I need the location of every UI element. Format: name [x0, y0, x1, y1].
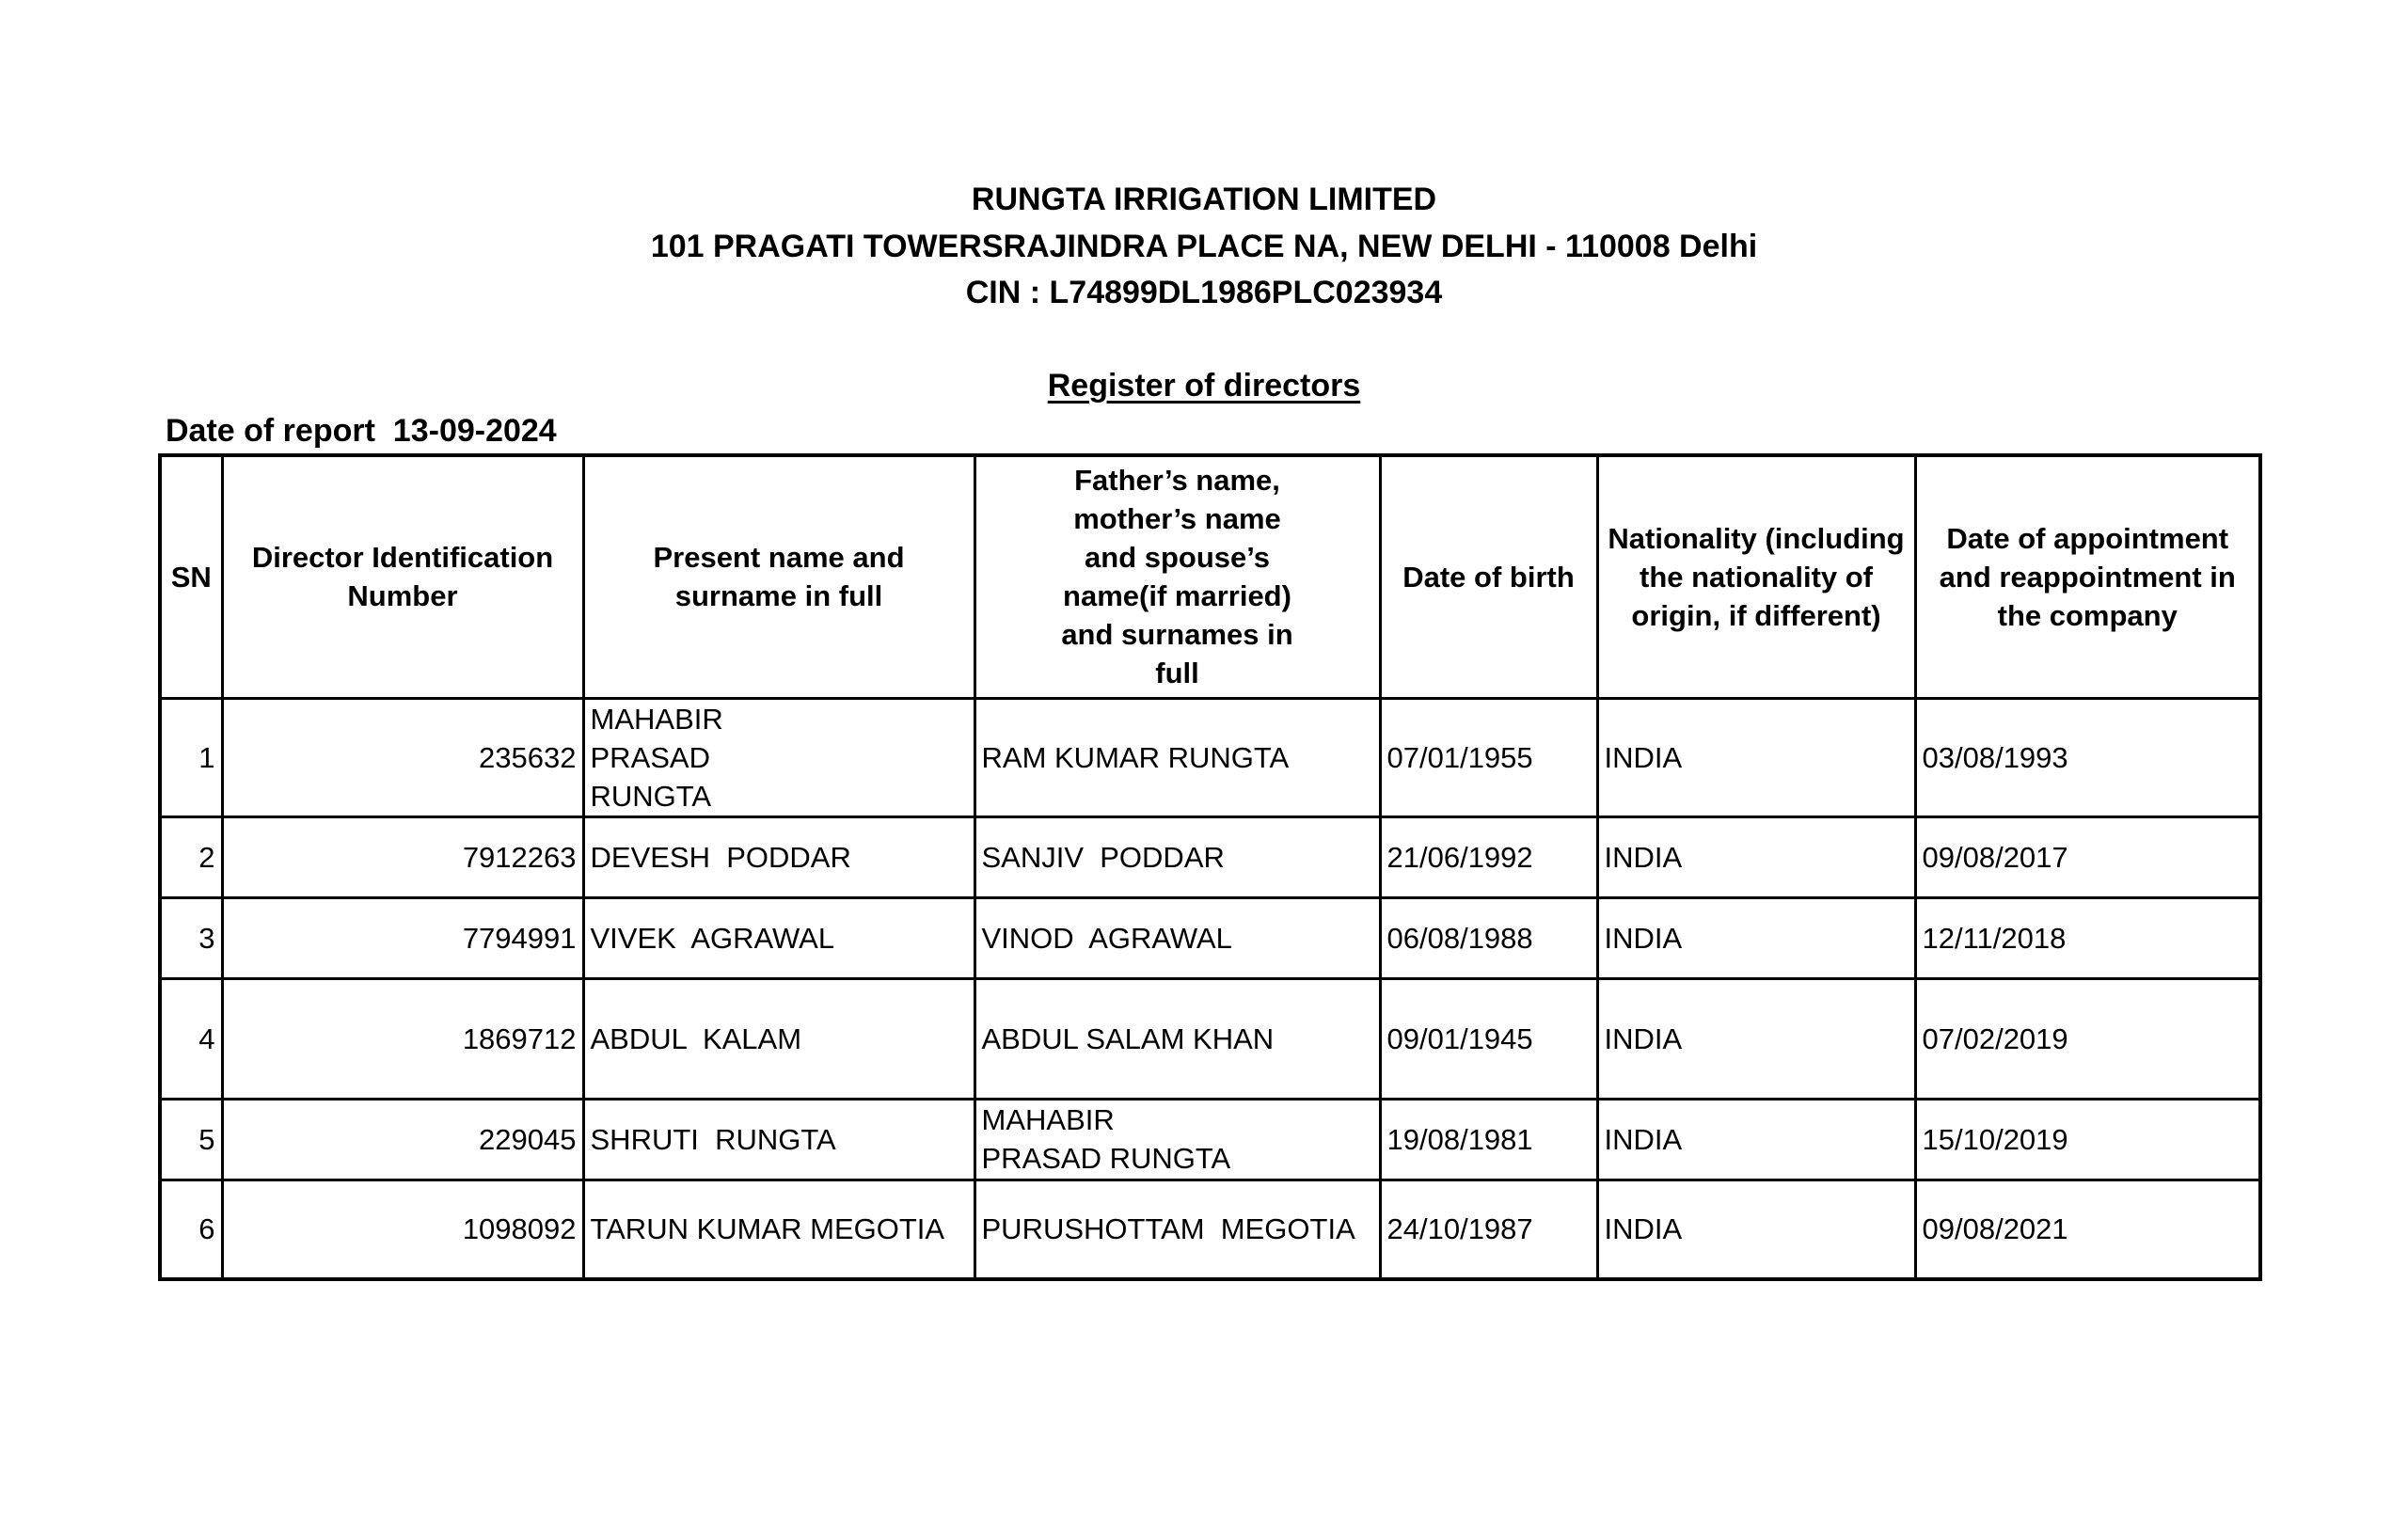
cell-sn: 6 — [160, 1180, 222, 1279]
cell-din: 1869712 — [222, 978, 583, 1099]
column-header-name: Present name and surname in full — [583, 455, 974, 698]
cell-appointment: 09/08/2021 — [1915, 1180, 2260, 1279]
table-row — [160, 1180, 2260, 1279]
cell-nationality: INDIA — [1597, 1180, 1915, 1279]
cell-dob: 24/10/1987 — [1380, 1180, 1597, 1279]
table-row — [160, 816, 2260, 897]
cell-nationality: INDIA — [1597, 897, 1915, 978]
cell-dob: 21/06/1992 — [1380, 816, 1597, 897]
cell-name: TARUN KUMAR MEGOTIA — [583, 1180, 974, 1279]
cell-dob: 09/01/1945 — [1380, 978, 1597, 1099]
cell-appointment: 09/08/2017 — [1915, 816, 2260, 897]
cell-sn: 1 — [160, 698, 222, 816]
cell-name: MAHABIR PRASAD RUNGTA — [583, 698, 974, 816]
cell-nationality: INDIA — [1597, 978, 1915, 1099]
company-cin: CIN : L74899DL1986PLC023934 — [965, 275, 1443, 310]
cell-sn: 3 — [160, 897, 222, 978]
cell-relative: MAHABIR PRASAD RUNGTA — [974, 1099, 1380, 1180]
cell-relative: VINOD AGRAWAL — [974, 897, 1380, 978]
column-header-nationality: Nationality (including the nationality of origin, if different) — [1597, 455, 1915, 698]
table-row — [160, 698, 2260, 816]
cell-dob: 06/08/1988 — [1380, 897, 1597, 978]
cell-nationality: INDIA — [1597, 1099, 1915, 1180]
cell-din: 1098092 — [222, 1180, 583, 1279]
cell-din: 235632 — [222, 698, 583, 816]
cell-appointment: 12/11/2018 — [1915, 897, 2260, 978]
column-header-sn: SN — [160, 455, 222, 698]
cell-appointment: 15/10/2019 — [1915, 1099, 2260, 1180]
table-row — [160, 978, 2260, 1099]
company-address: 101 PRAGATI TOWERSRAJINDRA PLACE NA, NEW DELHI - 110008 Delhi — [650, 229, 1758, 264]
directors-table — [158, 453, 2262, 1281]
cell-dob: 19/08/1981 — [1380, 1099, 1597, 1180]
cell-name: VIVEK AGRAWAL — [583, 897, 974, 978]
register-title: Register of directors — [1047, 368, 1361, 404]
cell-nationality: INDIA — [1597, 816, 1915, 897]
column-header-relative: Father’s name, mother’s name and spouse’s name(if married) and surnames in full — [974, 455, 1380, 698]
column-header-din: Director Identification Number — [222, 455, 583, 698]
table-header-row — [160, 455, 2260, 698]
cell-din: 7912263 — [222, 816, 583, 897]
cell-din: 7794991 — [222, 897, 583, 978]
table-row — [160, 1099, 2260, 1180]
column-header-dob: Date of birth — [1380, 455, 1597, 698]
cell-appointment: 07/02/2019 — [1915, 978, 2260, 1099]
cell-relative: PURUSHOTTAM MEGOTIA — [974, 1180, 1380, 1279]
cell-appointment: 03/08/1993 — [1915, 698, 2260, 816]
table-row — [160, 897, 2260, 978]
cell-dob: 07/01/1955 — [1380, 698, 1597, 816]
cell-relative: ABDUL SALAM KHAN — [974, 978, 1380, 1099]
cell-sn: 5 — [160, 1099, 222, 1180]
cell-sn: 4 — [160, 978, 222, 1099]
cell-name: ABDUL KALAM — [583, 978, 974, 1099]
company-name: RUNGTA IRRIGATION LIMITED — [971, 182, 1437, 217]
cell-name: SHRUTI RUNGTA — [583, 1099, 974, 1180]
cell-name: DEVESH PODDAR — [583, 816, 974, 897]
column-header-appointment: Date of appointment and reappointment in the company — [1915, 455, 2260, 698]
cell-relative: RAM KUMAR RUNGTA — [974, 698, 1380, 816]
report-date: Date of report 13-09-2024 — [166, 413, 557, 449]
cell-nationality: INDIA — [1597, 698, 1915, 816]
cell-sn: 2 — [160, 816, 222, 897]
cell-din: 229045 — [222, 1099, 583, 1180]
cell-relative: SANJIV PODDAR — [974, 816, 1380, 897]
